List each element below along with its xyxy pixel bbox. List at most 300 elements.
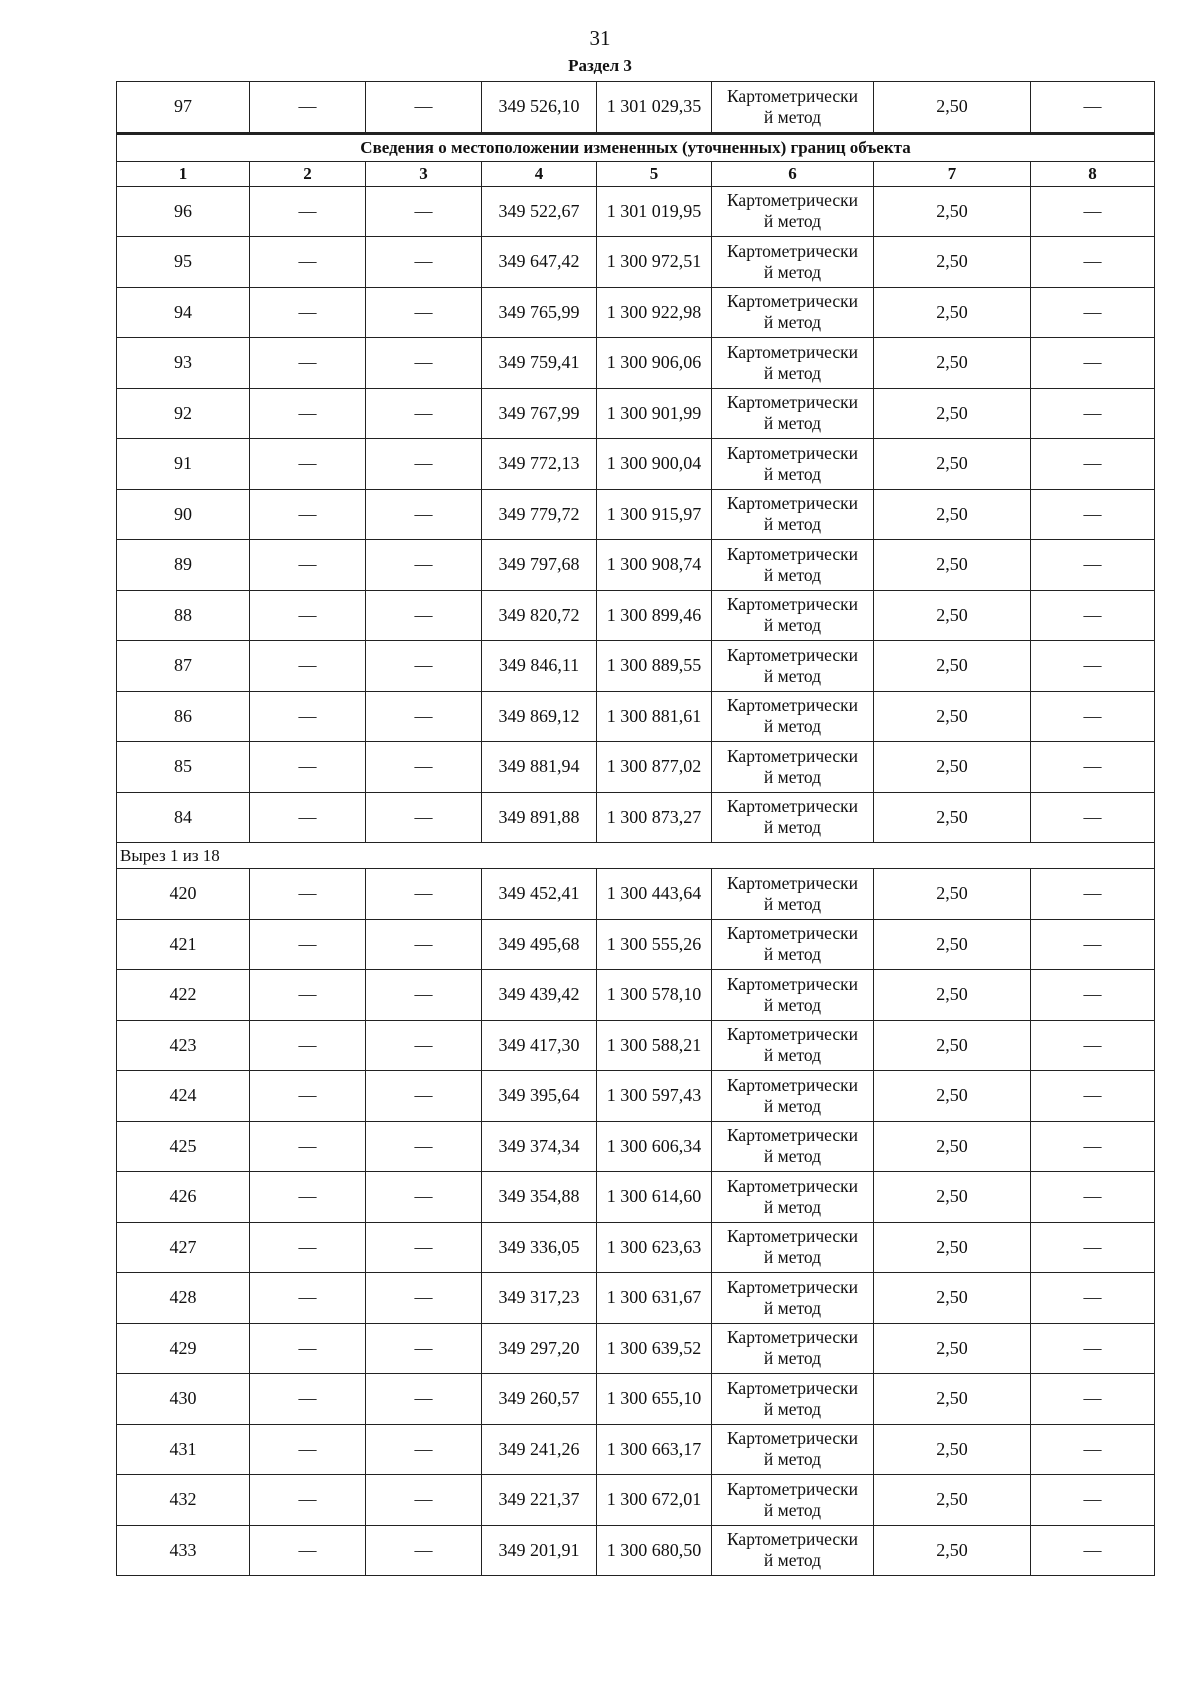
column-8-cell: — (1031, 1020, 1155, 1071)
point-number-cell: 89 (117, 540, 250, 591)
point-number-cell: 88 (117, 590, 250, 641)
table-row (117, 186, 1155, 237)
point-number-cell: 93 (117, 338, 250, 389)
y-coordinate-cell: 1 300 906,06 (597, 338, 712, 389)
y-coordinate-cell: 1 300 588,21 (597, 1020, 712, 1071)
method-cell (712, 1424, 874, 1475)
x-coordinate-cell: 349 452,41 (482, 869, 597, 920)
method-line-2: й метод (763, 1196, 822, 1217)
column-3-cell: — (366, 287, 482, 338)
y-coordinate-cell: 1 300 639,52 (597, 1323, 712, 1374)
method-line-1: Картометрически (726, 594, 859, 615)
table-row (117, 82, 1155, 134)
table-row (117, 742, 1155, 793)
column-8-cell: — (1031, 1071, 1155, 1122)
y-coordinate-cell: 1 300 901,99 (597, 388, 712, 439)
y-coordinate-cell: 1 300 873,27 (597, 792, 712, 843)
table-row (117, 439, 1155, 490)
method-line-2: й метод (763, 665, 822, 686)
method-line-1: Картометрически (726, 1024, 859, 1045)
method-line-2: й метод (763, 1550, 822, 1571)
method-line-2: й метод (763, 716, 822, 737)
point-number-cell: 92 (117, 388, 250, 439)
column-number-5: 5 (597, 161, 712, 186)
accuracy-cell: 2,50 (874, 1323, 1031, 1374)
y-coordinate-cell: 1 300 614,60 (597, 1172, 712, 1223)
x-coordinate-cell: 349 495,68 (482, 919, 597, 970)
column-3-cell: — (366, 237, 482, 288)
x-coordinate-cell: 349 526,10 (482, 82, 597, 134)
method-line-1: Картометрически (726, 1226, 859, 1247)
point-number-cell: 431 (117, 1424, 250, 1475)
column-3-cell: — (366, 1222, 482, 1273)
x-coordinate-cell: 349 374,34 (482, 1121, 597, 1172)
column-8-cell: — (1031, 1222, 1155, 1273)
point-number-cell: 85 (117, 742, 250, 793)
method-line-2: й метод (763, 1499, 822, 1520)
method-cell (712, 287, 874, 338)
method-cell (712, 1475, 874, 1526)
column-8-cell: — (1031, 970, 1155, 1021)
column-2-cell: — (250, 1020, 366, 1071)
accuracy-cell: 2,50 (874, 691, 1031, 742)
method-line-2: й метод (763, 766, 822, 787)
method-line-1: Картометрически (726, 1377, 859, 1398)
x-coordinate-cell: 349 417,30 (482, 1020, 597, 1071)
column-3-cell: — (366, 641, 482, 692)
method-line-2: й метод (763, 413, 822, 434)
table-row (117, 1273, 1155, 1324)
table-row (117, 970, 1155, 1021)
method-line-1: Картометрически (726, 1276, 859, 1297)
table-row (117, 1525, 1155, 1576)
column-3-cell: — (366, 919, 482, 970)
accuracy-cell: 2,50 (874, 742, 1031, 793)
column-8-cell: — (1031, 742, 1155, 793)
point-number-cell: 84 (117, 792, 250, 843)
accuracy-cell: 2,50 (874, 1374, 1031, 1425)
x-coordinate-cell: 349 522,67 (482, 186, 597, 237)
column-8-cell: — (1031, 540, 1155, 591)
coordinates-table (116, 81, 1155, 1576)
method-line-1: Картометрически (726, 240, 859, 261)
column-8-cell: — (1031, 691, 1155, 742)
column-3-cell: — (366, 540, 482, 591)
table-row (117, 919, 1155, 970)
method-cell (712, 869, 874, 920)
column-2-cell: — (250, 540, 366, 591)
accuracy-cell: 2,50 (874, 186, 1031, 237)
column-8-cell: — (1031, 919, 1155, 970)
method-line-2: й метод (763, 615, 822, 636)
x-coordinate-cell: 349 297,20 (482, 1323, 597, 1374)
column-8-cell: — (1031, 1121, 1155, 1172)
column-2-cell: — (250, 1525, 366, 1576)
point-number-cell: 428 (117, 1273, 250, 1324)
column-8-cell: — (1031, 82, 1155, 134)
method-line-1: Картометрически (726, 1478, 859, 1499)
accuracy-cell: 2,50 (874, 792, 1031, 843)
method-line-2: й метод (763, 1045, 822, 1066)
accuracy-cell: 2,50 (874, 1424, 1031, 1475)
x-coordinate-cell: 349 767,99 (482, 388, 597, 439)
column-3-cell: — (366, 792, 482, 843)
method-line-1: Картометрически (726, 1529, 859, 1550)
method-cell (712, 1121, 874, 1172)
column-2-cell: — (250, 287, 366, 338)
method-line-1: Картометрически (726, 493, 859, 514)
y-coordinate-cell: 1 300 881,61 (597, 691, 712, 742)
method-line-1: Картометрически (726, 923, 859, 944)
method-line-1: Картометрически (726, 973, 859, 994)
column-3-cell: — (366, 691, 482, 742)
table-row (117, 1020, 1155, 1071)
method-cell (712, 1273, 874, 1324)
method-line-2: й метод (763, 261, 822, 282)
method-line-2: й метод (763, 1095, 822, 1116)
column-3-cell: — (366, 1525, 482, 1576)
method-line-1: Картометрически (726, 1125, 859, 1146)
method-line-1: Картометрически (726, 190, 859, 211)
table-row (117, 1424, 1155, 1475)
method-cell (712, 439, 874, 490)
method-line-2: й метод (763, 312, 822, 333)
table-row (117, 388, 1155, 439)
method-line-2: й метод (763, 463, 822, 484)
column-8-cell: — (1031, 1424, 1155, 1475)
column-2-cell: — (250, 869, 366, 920)
column-8-cell: — (1031, 869, 1155, 920)
y-coordinate-cell: 1 300 578,10 (597, 970, 712, 1021)
accuracy-cell: 2,50 (874, 1172, 1031, 1223)
point-number-cell: 86 (117, 691, 250, 742)
method-line-1: Картометрически (726, 745, 859, 766)
column-8-cell: — (1031, 287, 1155, 338)
method-cell (712, 388, 874, 439)
x-coordinate-cell: 349 820,72 (482, 590, 597, 641)
column-number-8: 8 (1031, 161, 1155, 186)
point-number-cell: 433 (117, 1525, 250, 1576)
accuracy-cell: 2,50 (874, 1121, 1031, 1172)
column-8-cell: — (1031, 641, 1155, 692)
point-number-cell: 91 (117, 439, 250, 490)
method-line-2: й метод (763, 944, 822, 965)
point-number-cell: 429 (117, 1323, 250, 1374)
point-number-cell: 425 (117, 1121, 250, 1172)
column-3-cell: — (366, 1020, 482, 1071)
y-coordinate-cell: 1 300 623,63 (597, 1222, 712, 1273)
column-2-cell: — (250, 388, 366, 439)
method-line-1: Картометрически (726, 644, 859, 665)
x-coordinate-cell: 349 354,88 (482, 1172, 597, 1223)
y-coordinate-cell: 1 300 900,04 (597, 439, 712, 490)
method-line-2: й метод (763, 1297, 822, 1318)
point-number-cell: 94 (117, 287, 250, 338)
method-line-1: Картометрически (726, 442, 859, 463)
x-coordinate-cell: 349 891,88 (482, 792, 597, 843)
column-3-cell: — (366, 1172, 482, 1223)
accuracy-cell: 2,50 (874, 869, 1031, 920)
column-3-cell: — (366, 869, 482, 920)
column-2-cell: — (250, 1172, 366, 1223)
x-coordinate-cell: 349 439,42 (482, 970, 597, 1021)
y-coordinate-cell: 1 301 019,95 (597, 186, 712, 237)
table-row (117, 1222, 1155, 1273)
point-number-cell: 97 (117, 82, 250, 134)
accuracy-cell: 2,50 (874, 1020, 1031, 1071)
section-heading-row (117, 133, 1155, 161)
method-line-1: Картометрически (726, 796, 859, 817)
column-2-cell: — (250, 590, 366, 641)
cutout-row (117, 843, 1155, 869)
column-2-cell: — (250, 742, 366, 793)
column-8-cell: — (1031, 792, 1155, 843)
method-line-2: й метод (763, 564, 822, 585)
x-coordinate-cell: 349 201,91 (482, 1525, 597, 1576)
method-line-2: й метод (763, 994, 822, 1015)
point-number-cell: 90 (117, 489, 250, 540)
method-cell (712, 186, 874, 237)
y-coordinate-cell: 1 300 908,74 (597, 540, 712, 591)
point-number-cell: 421 (117, 919, 250, 970)
accuracy-cell: 2,50 (874, 1222, 1031, 1273)
column-3-cell: — (366, 970, 482, 1021)
column-8-cell: — (1031, 1475, 1155, 1526)
column-number-1: 1 (117, 161, 250, 186)
column-2-cell: — (250, 1121, 366, 1172)
method-cell (712, 1172, 874, 1223)
method-line-2: й метод (763, 211, 822, 232)
column-3-cell: — (366, 1121, 482, 1172)
point-number-cell: 87 (117, 641, 250, 692)
accuracy-cell: 2,50 (874, 439, 1031, 490)
method-cell (712, 919, 874, 970)
column-3-cell: — (366, 82, 482, 134)
column-2-cell: — (250, 691, 366, 742)
column-3-cell: — (366, 1475, 482, 1526)
method-line-2: й метод (763, 1348, 822, 1369)
column-2-cell: — (250, 792, 366, 843)
accuracy-cell: 2,50 (874, 1475, 1031, 1526)
column-3-cell: — (366, 489, 482, 540)
method-cell (712, 237, 874, 288)
column-8-cell: — (1031, 1374, 1155, 1425)
method-line-1: Картометрически (726, 872, 859, 893)
accuracy-cell: 2,50 (874, 338, 1031, 389)
x-coordinate-cell: 349 869,12 (482, 691, 597, 742)
column-3-cell: — (366, 1323, 482, 1374)
column-2-cell: — (250, 1273, 366, 1324)
accuracy-cell: 2,50 (874, 388, 1031, 439)
table-row (117, 869, 1155, 920)
column-3-cell: — (366, 590, 482, 641)
y-coordinate-cell: 1 300 672,01 (597, 1475, 712, 1526)
point-number-cell: 95 (117, 237, 250, 288)
y-coordinate-cell: 1 300 443,64 (597, 869, 712, 920)
column-number-2: 2 (250, 161, 366, 186)
point-number-cell: 430 (117, 1374, 250, 1425)
accuracy-cell: 2,50 (874, 970, 1031, 1021)
method-cell (712, 970, 874, 1021)
point-number-cell: 432 (117, 1475, 250, 1526)
method-line-2: й метод (763, 514, 822, 535)
x-coordinate-cell: 349 221,37 (482, 1475, 597, 1526)
column-8-cell: — (1031, 237, 1155, 288)
column-3-cell: — (366, 1424, 482, 1475)
column-3-cell: — (366, 742, 482, 793)
x-coordinate-cell: 349 317,23 (482, 1273, 597, 1324)
accuracy-cell: 2,50 (874, 919, 1031, 970)
method-cell (712, 1374, 874, 1425)
method-cell (712, 82, 874, 134)
column-8-cell: — (1031, 186, 1155, 237)
x-coordinate-cell: 349 260,57 (482, 1374, 597, 1425)
column-2-cell: — (250, 1424, 366, 1475)
point-number-cell: 96 (117, 186, 250, 237)
y-coordinate-cell: 1 300 877,02 (597, 742, 712, 793)
column-number-3: 3 (366, 161, 482, 186)
method-cell (712, 1071, 874, 1122)
table-row (117, 691, 1155, 742)
method-cell (712, 1222, 874, 1273)
y-coordinate-cell: 1 300 915,97 (597, 489, 712, 540)
column-8-cell: — (1031, 590, 1155, 641)
column-2-cell: — (250, 1374, 366, 1425)
accuracy-cell: 2,50 (874, 590, 1031, 641)
column-8-cell: — (1031, 338, 1155, 389)
column-2-cell: — (250, 1323, 366, 1374)
method-cell (712, 1525, 874, 1576)
table-row (117, 1172, 1155, 1223)
y-coordinate-cell: 1 300 663,17 (597, 1424, 712, 1475)
column-8-cell: — (1031, 1525, 1155, 1576)
column-2-cell: — (250, 1475, 366, 1526)
table-row (117, 1121, 1155, 1172)
column-number-4: 4 (482, 161, 597, 186)
x-coordinate-cell: 349 765,99 (482, 287, 597, 338)
y-coordinate-cell: 1 300 606,34 (597, 1121, 712, 1172)
x-coordinate-cell: 349 759,41 (482, 338, 597, 389)
accuracy-cell: 2,50 (874, 1273, 1031, 1324)
method-line-2: й метод (763, 817, 822, 838)
y-coordinate-cell: 1 300 922,98 (597, 287, 712, 338)
method-cell (712, 691, 874, 742)
point-number-cell: 420 (117, 869, 250, 920)
column-8-cell: — (1031, 1172, 1155, 1223)
accuracy-cell: 2,50 (874, 237, 1031, 288)
page-number: 31 (589, 26, 611, 50)
method-cell (712, 338, 874, 389)
point-number-cell: 423 (117, 1020, 250, 1071)
accuracy-cell: 2,50 (874, 287, 1031, 338)
table-row (117, 590, 1155, 641)
y-coordinate-cell: 1 300 655,10 (597, 1374, 712, 1425)
method-line-1: Картометрически (726, 695, 859, 716)
method-line-1: Картометрически (726, 291, 859, 312)
accuracy-cell: 2,50 (874, 641, 1031, 692)
method-line-1: Картометрически (726, 1428, 859, 1449)
x-coordinate-cell: 349 797,68 (482, 540, 597, 591)
column-2-cell: — (250, 82, 366, 134)
column-8-cell: — (1031, 1323, 1155, 1374)
column-2-cell: — (250, 1222, 366, 1273)
column-2-cell: — (250, 970, 366, 1021)
point-number-cell: 422 (117, 970, 250, 1021)
y-coordinate-cell: 1 301 029,35 (597, 82, 712, 134)
y-coordinate-cell: 1 300 889,55 (597, 641, 712, 692)
column-8-cell: — (1031, 439, 1155, 490)
x-coordinate-cell: 349 881,94 (482, 742, 597, 793)
column-2-cell: — (250, 338, 366, 389)
column-8-cell: — (1031, 388, 1155, 439)
method-line-2: й метод (763, 1398, 822, 1419)
table-row (117, 489, 1155, 540)
x-coordinate-cell: 349 395,64 (482, 1071, 597, 1122)
method-line-2: й метод (763, 1146, 822, 1167)
method-line-1: Картометрически (726, 392, 859, 413)
table-row (117, 540, 1155, 591)
x-coordinate-cell: 349 241,26 (482, 1424, 597, 1475)
column-3-cell: — (366, 186, 482, 237)
column-2-cell: — (250, 439, 366, 490)
x-coordinate-cell: 349 779,72 (482, 489, 597, 540)
column-2-cell: — (250, 186, 366, 237)
y-coordinate-cell: 1 300 555,26 (597, 919, 712, 970)
point-number-cell: 427 (117, 1222, 250, 1273)
method-line-2: й метод (763, 106, 822, 127)
column-3-cell: — (366, 1273, 482, 1324)
y-coordinate-cell: 1 300 972,51 (597, 237, 712, 288)
method-cell (712, 742, 874, 793)
column-3-cell: — (366, 439, 482, 490)
column-2-cell: — (250, 1071, 366, 1122)
column-8-cell: — (1031, 1273, 1155, 1324)
method-line-2: й метод (763, 1449, 822, 1470)
table-row (117, 237, 1155, 288)
accuracy-cell: 2,50 (874, 1525, 1031, 1576)
table-row (117, 338, 1155, 389)
method-cell (712, 1323, 874, 1374)
method-line-1: Картометрически (726, 1074, 859, 1095)
column-2-cell: — (250, 489, 366, 540)
method-line-1: Картометрически (726, 341, 859, 362)
method-cell (712, 792, 874, 843)
table-row (117, 641, 1155, 692)
method-cell (712, 540, 874, 591)
point-number-cell: 426 (117, 1172, 250, 1223)
table-row (117, 1323, 1155, 1374)
method-cell (712, 1020, 874, 1071)
method-line-1: Картометрически (726, 1327, 859, 1348)
table-row (117, 1475, 1155, 1526)
column-3-cell: — (366, 1071, 482, 1122)
y-coordinate-cell: 1 300 597,43 (597, 1071, 712, 1122)
table-row (117, 287, 1155, 338)
method-cell (712, 641, 874, 692)
table-row (117, 792, 1155, 843)
column-2-cell: — (250, 919, 366, 970)
accuracy-cell: 2,50 (874, 1071, 1031, 1122)
method-line-2: й метод (763, 893, 822, 914)
column-number-6: 6 (712, 161, 874, 186)
x-coordinate-cell: 349 647,42 (482, 237, 597, 288)
method-line-1: Картометрически (726, 543, 859, 564)
accuracy-cell: 2,50 (874, 82, 1031, 134)
column-3-cell: — (366, 1374, 482, 1425)
y-coordinate-cell: 1 300 899,46 (597, 590, 712, 641)
column-numbers-row (117, 161, 1155, 186)
column-2-cell: — (250, 641, 366, 692)
